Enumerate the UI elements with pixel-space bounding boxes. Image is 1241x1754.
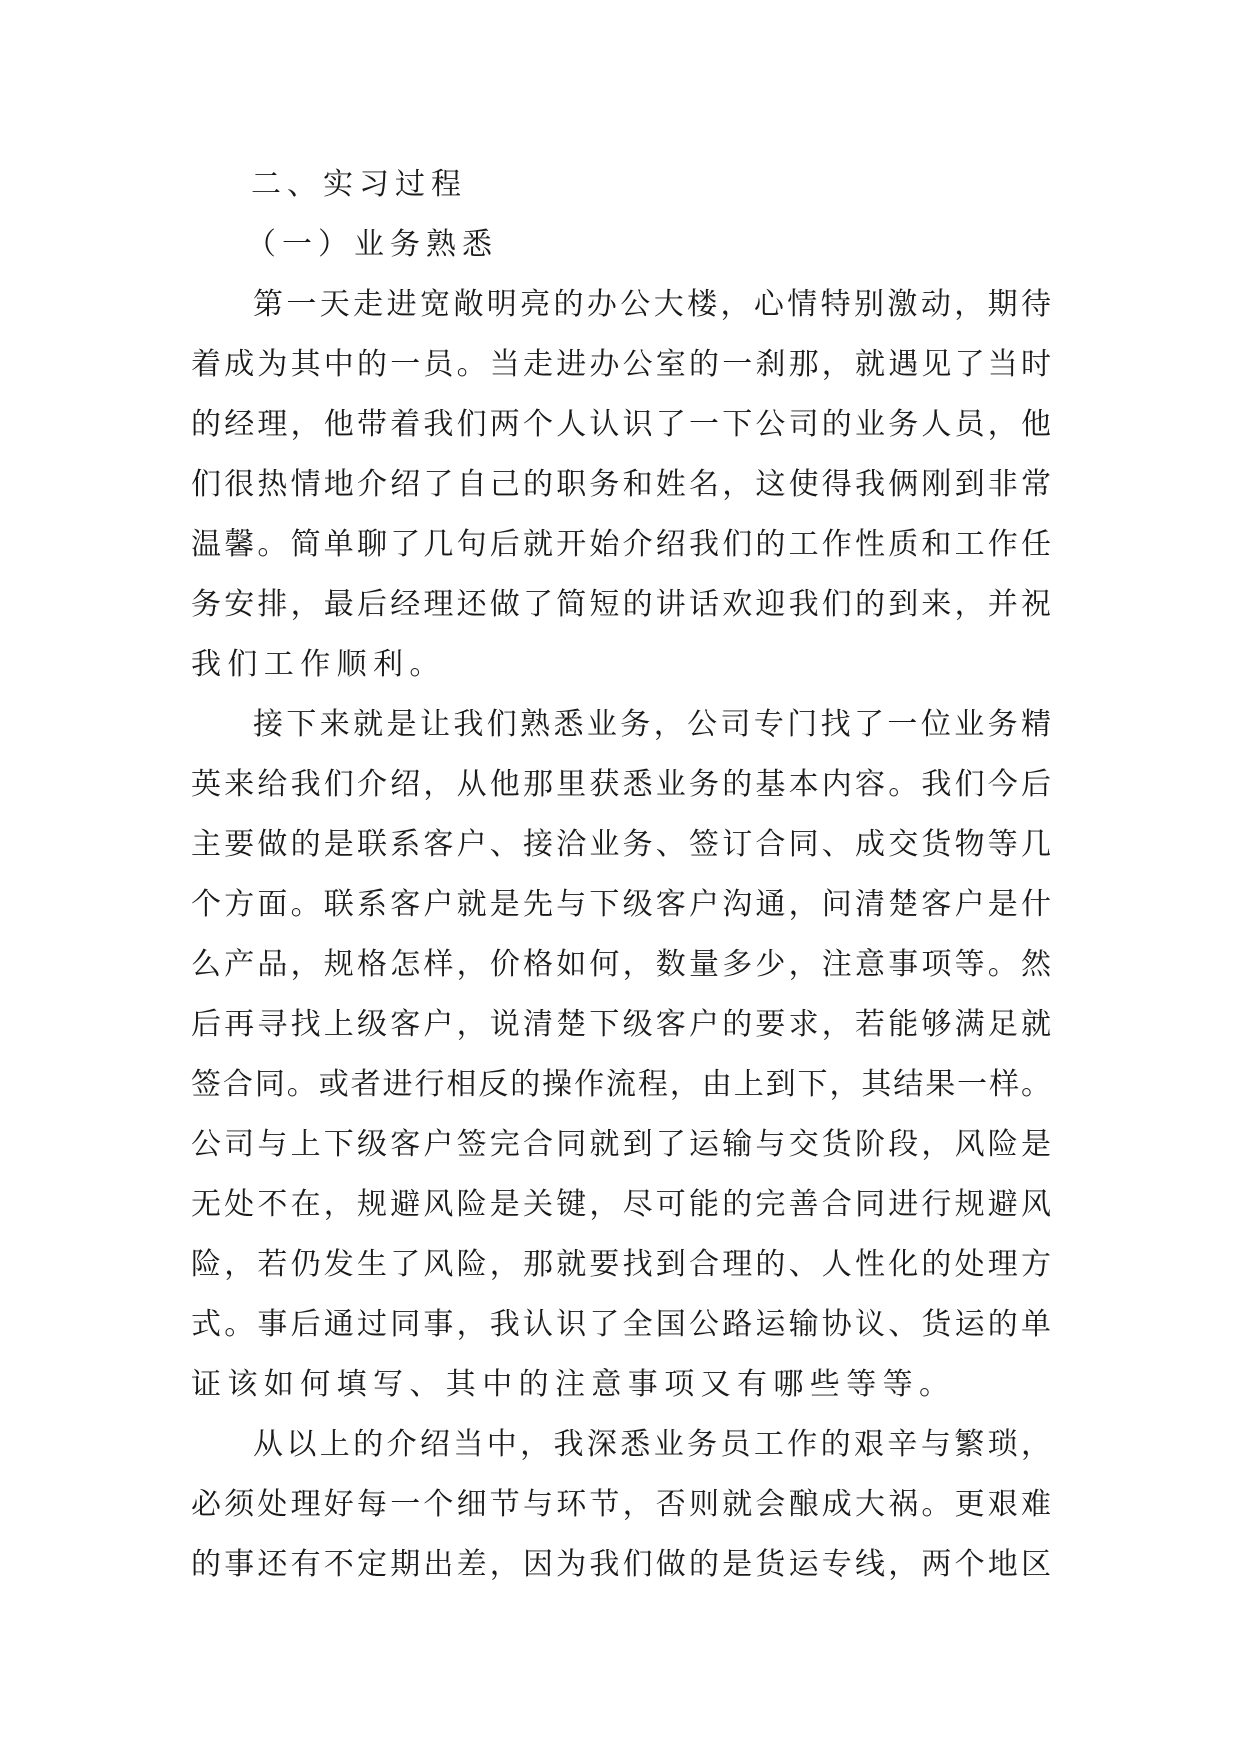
text-line: 必须处理好每一个细节与环节，否则就会酿成大祸。更艰难: [191, 1487, 1051, 1522]
text-line: 接下来就是让我们熟悉业务，公司专门找了一位业务精: [253, 707, 1051, 742]
text-line: 么产品，规格怎样，价格如何，数量多少，注意事项等。然: [191, 947, 1051, 982]
text-line: 温馨。简单聊了几句后就开始介绍我们的工作性质和工作任: [191, 527, 1051, 562]
text-line: 证该如何填写、其中的注意事项又有哪些等等。: [191, 1367, 956, 1402]
text-line: 从以上的介绍当中，我深悉业务员工作的艰辛与繁琐，: [253, 1427, 1051, 1462]
text-line: 我们工作顺利。: [191, 647, 446, 682]
text-line: 式。事后通过同事，我认识了全国公路运输协议、货运的单: [191, 1307, 1051, 1342]
text-line: 个方面。联系客户就是先与下级客户沟通，问清楚客户是什: [191, 887, 1051, 922]
text-line: 的事还有不定期出差，因为我们做的是货运专线，两个地区: [191, 1547, 1051, 1582]
subsection-heading: （一）业务熟悉: [246, 227, 498, 262]
text-line: 们很热情地介绍了自己的职务和姓名，这使得我俩刚到非常: [191, 467, 1051, 502]
text-line: 签合同。或者进行相反的操作流程，由上到下，其结果一样。: [191, 1067, 1051, 1102]
text-line: 无处不在，规避风险是关键，尽可能的完善合同进行规避风: [191, 1187, 1051, 1222]
text-line: 后再寻找上级客户，说清楚下级客户的要求，若能够满足就: [191, 1007, 1051, 1042]
text-line: 主要做的是联系客户、接洽业务、签订合同、成交货物等几: [191, 827, 1051, 862]
text-line: 英来给我们介绍，从他那里获悉业务的基本内容。我们今后: [191, 767, 1051, 802]
paragraph-1: [191, 275, 1051, 695]
text-line: 务安排，最后经理还做了简短的讲话欢迎我们的到来，并祝: [191, 587, 1051, 622]
text-line: 着成为其中的一员。当走进办公室的一刹那，就遇见了当时: [191, 347, 1051, 382]
section-heading: 二、实习过程: [251, 167, 467, 202]
text-line: 第一天走进宽敞明亮的办公大楼，心情特别激动，期待: [253, 287, 1051, 322]
text-line: 险，若仍发生了风险，那就要找到合理的、人性化的处理方: [191, 1247, 1051, 1282]
paragraph-3: [191, 1415, 1051, 1595]
text-line: 的经理，他带着我们两个人认识了一下公司的业务人员，他: [191, 407, 1051, 442]
document-body: [191, 155, 1051, 1595]
paragraph-2: [191, 695, 1051, 1415]
text-line: 公司与上下级客户签完合同就到了运输与交货阶段，风险是: [191, 1127, 1051, 1162]
